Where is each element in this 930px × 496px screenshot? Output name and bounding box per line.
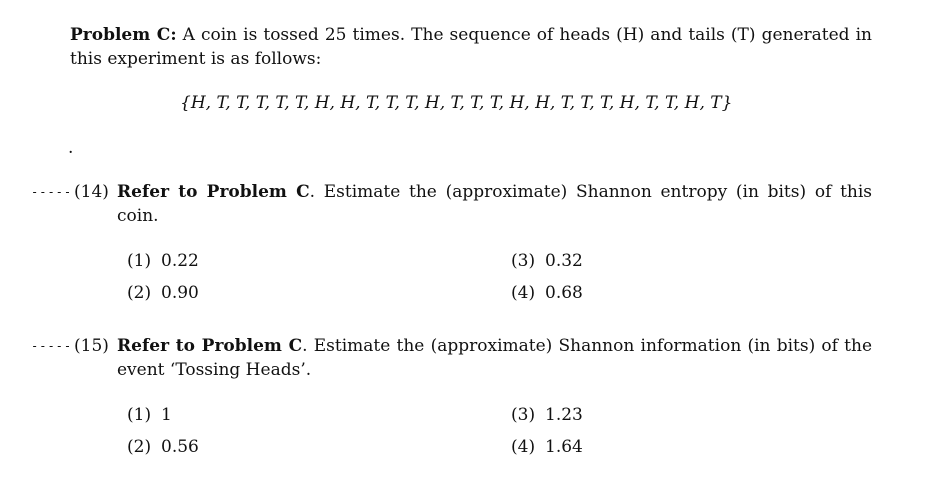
problem-title: Problem C: [70,25,177,45]
question-prompt: . Estimate the (approximate) Shannon entropy (in bits) of this coin. [117,182,873,226]
question-text [117,180,872,228]
coin-sequence: {H, T, T, T, T, T, H, H, T, T, T, H, T, T, T, H, H, T, T, T, H, T, T, H, T} [180,93,733,113]
option-1 [127,403,172,427]
problem-statement [70,23,872,71]
problem-text: A coin is tossed 25 times. The sequence of heads (H) and tails (T) generated in this experiment is as follows: [70,25,872,69]
option-1 [127,249,199,273]
option-3 [511,249,583,273]
option-label: (2) [127,437,152,457]
answer-blank: ----- [31,339,73,353]
option-value: 0.22 [161,251,199,271]
question-text [117,334,872,382]
trailing-mark: . [68,138,74,158]
option-value: 1.23 [545,405,583,425]
option-label: (1) [127,251,152,271]
option-value: 0.32 [545,251,583,271]
option-label: (3) [511,251,536,271]
option-4 [511,281,583,305]
option-value: 0.68 [545,283,583,303]
option-3 [511,403,583,427]
option-4 [511,435,583,459]
option-2 [127,435,199,459]
answer-blank: ----- [31,185,73,199]
question-number: (14) [74,182,109,202]
option-label: (1) [127,405,152,425]
question-number: (15) [74,336,109,356]
option-value: 1 [161,405,172,425]
option-value: 1.64 [545,437,583,457]
option-2 [127,281,199,305]
option-value: 0.90 [161,283,199,303]
problem-reference: Refer to Problem C [117,182,310,202]
problem-reference: Refer to Problem C [117,336,303,356]
option-label: (2) [127,283,152,303]
option-value: 0.56 [161,437,199,457]
option-label: (4) [511,283,536,303]
question-prompt: . Estimate the (approximate) Shannon information (in bits) of the event ‘Tossing Heads’. [117,336,872,380]
option-label: (3) [511,405,536,425]
option-label: (4) [511,437,536,457]
